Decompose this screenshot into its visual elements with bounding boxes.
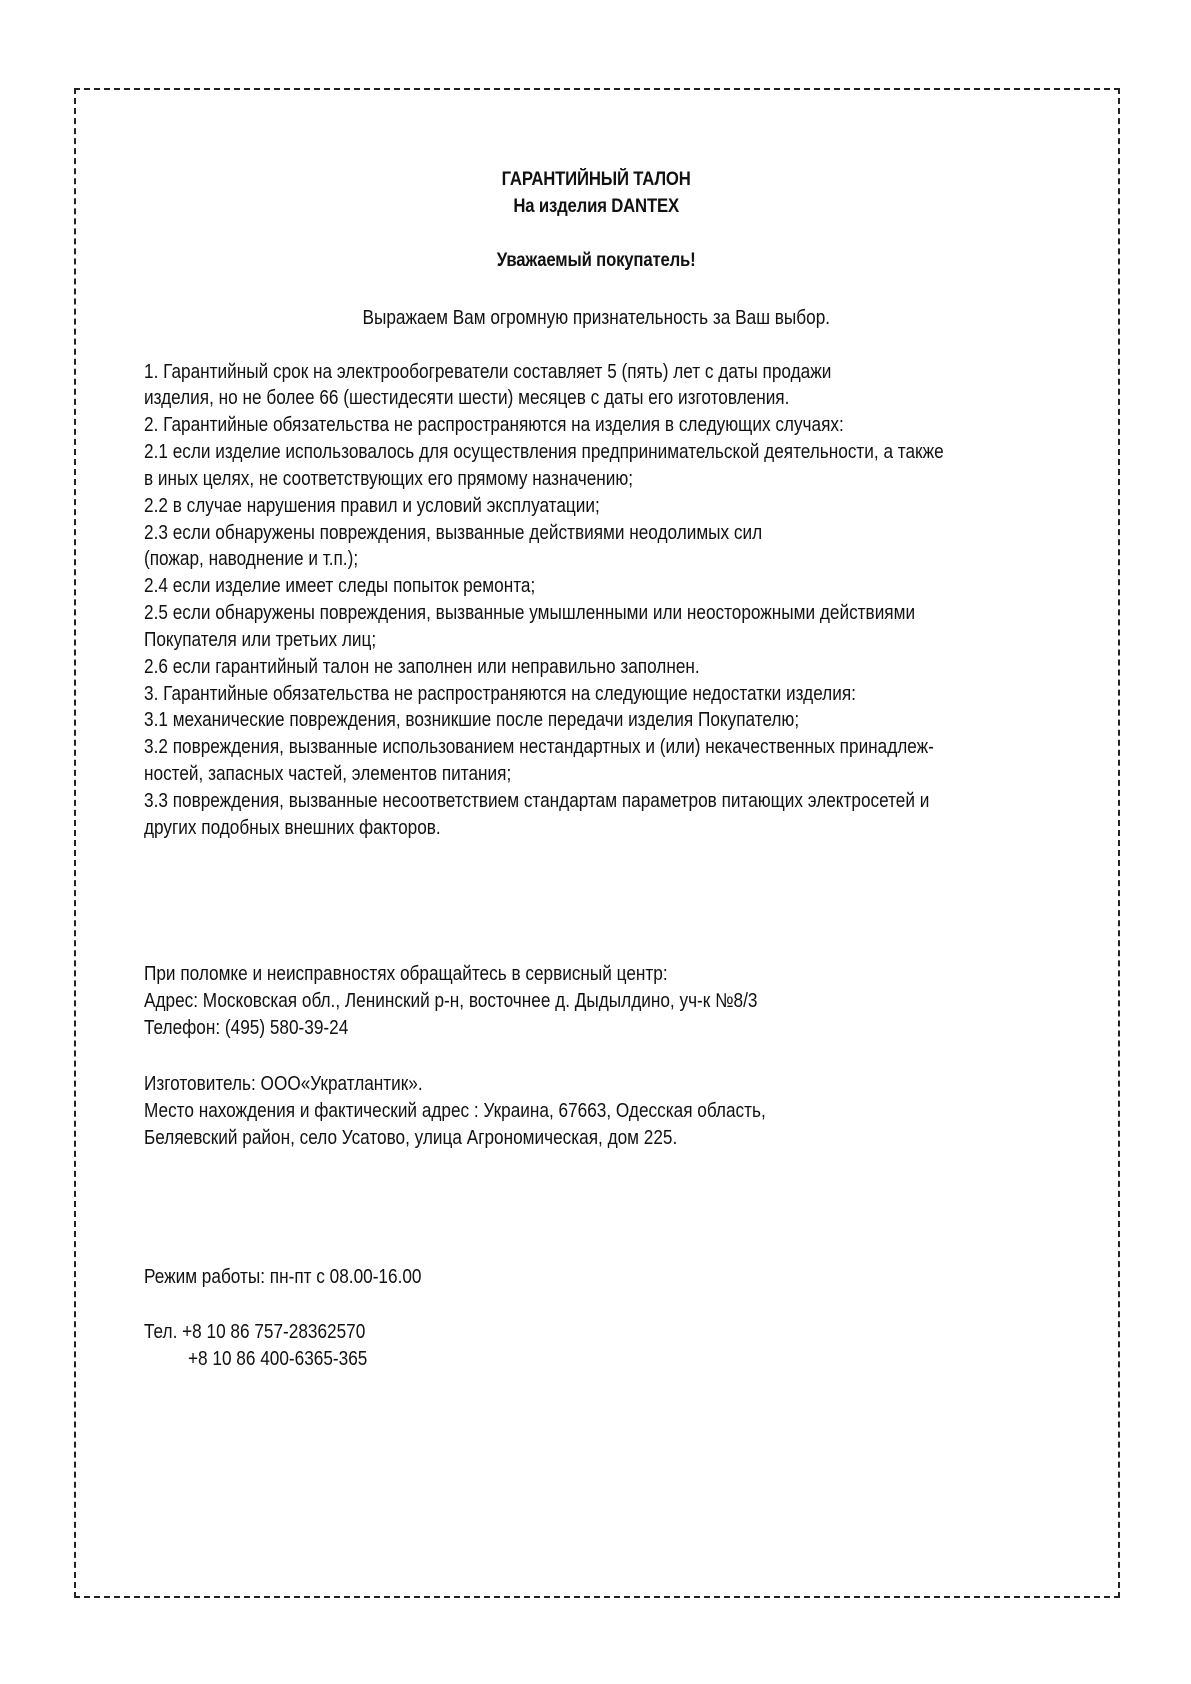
terms-line: (пожар, наводнение и т.п.); <box>144 548 359 570</box>
terms-line: 1. Гарантийный срок на электрообогреватели составляет 5 (пять) лет с даты продажи <box>144 361 832 383</box>
terms-line: 2.3 если обнаружены повреждения, вызванные действиями неодолимых сил <box>144 522 763 544</box>
terms-line: 3.3 повреждения, вызванные несоответствием стандартам параметров питающих электросетей и <box>144 790 930 812</box>
service-address: Адрес: Московская обл., Ленинский р-н, восточнее д. Дыдылдино, уч-к №8/3 <box>144 990 758 1012</box>
terms-line: в иных целях, не соответствующих его прямому назначению; <box>144 468 634 490</box>
terms-line: 2.6 если гарантийный талон не заполнен или неправильно заполнен. <box>144 656 700 678</box>
contact-phone-2: +8 10 86 400-6365-365 <box>188 1348 368 1370</box>
terms-line: 2.1 если изделие использовалось для осуществления предпринимательской деятельности, а также <box>144 441 944 463</box>
manufacturer-address-line2: Беляевский район, село Усатово, улица Агрономическая, дом 225. <box>144 1127 678 1149</box>
terms-line: других подобных внешних факторов. <box>144 817 441 839</box>
greeting: Уважаемый покупатель! <box>496 250 696 271</box>
manufacturer-address-line1: Место нахождения и фактический адрес : Украина, 67663, Одесская область, <box>144 1100 766 1122</box>
service-intro: При поломке и неисправностях обращайтесь в сервисный центр: <box>144 963 668 985</box>
terms-line: 2.4 если изделие имеет следы попыток ремонта; <box>144 575 536 597</box>
terms-line: 3. Гарантийные обязательства не распространяются на следующие недостатки изделия: <box>144 683 856 705</box>
manufacturer-name: Изготовитель: ООО«Укратлантик». <box>144 1073 423 1095</box>
terms-line: изделия, но не более 66 (шестидесяти шести) месяцев с даты его изготовления. <box>144 387 790 409</box>
working-hours: Режим работы: пн-пт с 08.00-16.00 <box>144 1266 422 1288</box>
terms-line: 3.1 механические повреждения, возникшие после передачи изделия Покупателю; <box>144 709 800 731</box>
terms-line: Покупателя или третьих лиц; <box>144 629 377 651</box>
service-phone: Телефон: (495) 580-39-24 <box>144 1017 349 1039</box>
terms-line: ностей, запасных частей, элементов питания; <box>144 763 512 785</box>
terms-line: 2.5 если обнаружены повреждения, вызванные умышленными или неосторожными действиями <box>144 602 916 624</box>
thanks-line: Выражаем Вам огромную признательность за Ваш выбор. <box>362 307 831 329</box>
terms-line: 2. Гарантийные обязательства не распространяются на изделия в следующих случаях: <box>144 414 844 436</box>
warranty-title: ГАРАНТИЙНЫЙ ТАЛОН <box>501 169 691 190</box>
terms-line: 2.2 в случае нарушения правил и условий эксплуатации; <box>144 495 600 517</box>
warranty-subtitle: На изделия DANTEX <box>513 196 679 217</box>
terms-line: 3.2 повреждения, вызванные использованием нестандартных и (или) некачественных принадлеж- <box>144 736 934 758</box>
contact-phone-1: Тел. +8 10 86 757-28362570 <box>144 1321 366 1343</box>
